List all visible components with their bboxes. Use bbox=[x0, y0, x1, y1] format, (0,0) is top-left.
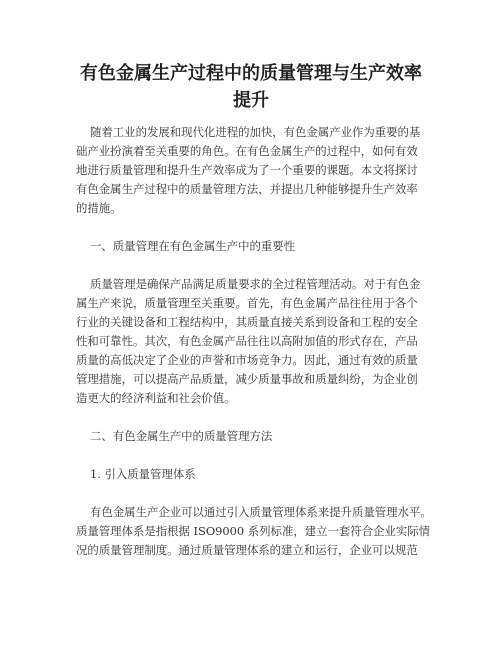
subsection-1-line: 有色金属生产企业可以通过引入质量管理体系来提升质量管理水平。 bbox=[90, 505, 432, 519]
intro-line: 础产业扮演着至关重要的角色。在有色金属生产的过程中，如何有效 bbox=[76, 144, 418, 158]
section-1-line: 质量的高低决定了企业的声誉和市场竞争力。因此，通过有效的质量 bbox=[76, 353, 418, 367]
section-1-line: 行业的关键设备和工程结构中，其质量直接关系到设备和工程的安全 bbox=[76, 315, 418, 329]
section-1-line: 属生产来说，质量管理至关重要。首先，有色金属产品往往用于各个 bbox=[76, 296, 418, 310]
subsection-heading: 1. 引入质量管理体系 bbox=[90, 467, 196, 481]
section-1-line: 质量管理是确保产品满足质量要求的全过程管理活动。对于有色金 bbox=[90, 277, 421, 291]
document-title-line-2: 提升 bbox=[233, 90, 269, 111]
intro-line: 地进行质量管理和提升生产效率成为了一个重要的课题。本文将探讨 bbox=[76, 163, 418, 177]
intro-line: 随着工业的发展和现代化进程的加快，有色金属产业作为重要的基 bbox=[90, 125, 421, 139]
section-1-line: 性和可靠性。其次，有色金属产品往往以高附加值的形式存在，产品 bbox=[76, 334, 418, 348]
intro-line: 的措施。 bbox=[76, 201, 122, 215]
section-1-line: 管理措施，可以提高产品质量，减少质量事故和质量纠纷，为企业创 bbox=[76, 372, 418, 386]
section-heading: 一、质量管理在有色金属生产中的重要性 bbox=[90, 239, 296, 253]
subsection-1-line: 况的质量管理制度。通过质量管理体系的建立和运行，企业可以规范 bbox=[76, 543, 418, 557]
intro-line: 有色金属生产过程中的质量管理方法，并提出几种能够提升生产效率 bbox=[76, 182, 418, 196]
section-1-line: 造更大的经济利益和社会价值。 bbox=[76, 391, 236, 405]
document-title-line-1: 有色金属生产过程中的质量管理与生产效率 bbox=[80, 63, 422, 84]
subsection-1-line: 质量管理体系是指根据 ISO9000 系列标准，建立一套符合企业实际情 bbox=[76, 524, 431, 538]
section-heading: 二、有色金属生产中的质量管理方法 bbox=[90, 429, 273, 443]
